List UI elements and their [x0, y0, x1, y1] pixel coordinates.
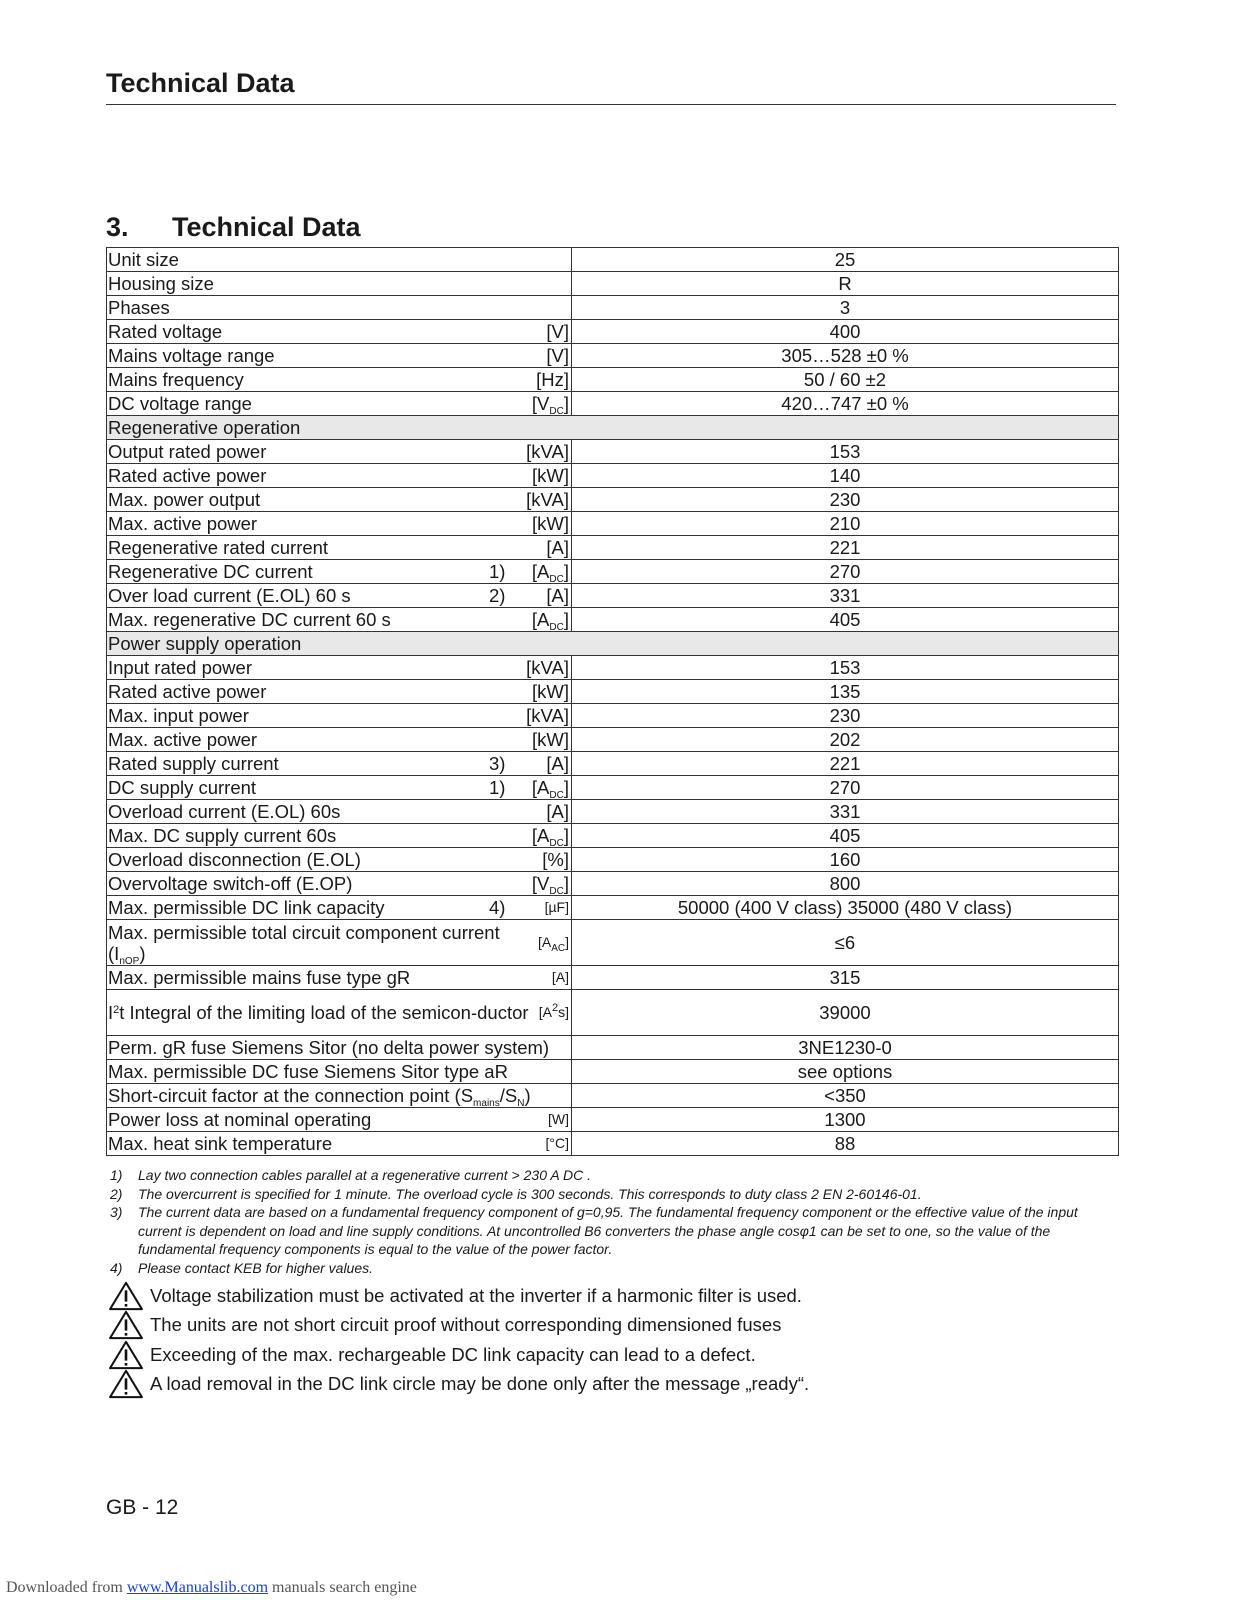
- row-label: Max. active power: [108, 729, 258, 750]
- row-value: 210: [572, 512, 1119, 536]
- row-unit: [V]: [546, 321, 569, 342]
- table-row: [107, 392, 1119, 416]
- row-value: 39000: [572, 990, 1119, 1036]
- warning-triangle-icon: [106, 1369, 146, 1399]
- row-value: 400: [572, 320, 1119, 344]
- table-row: [107, 368, 1119, 392]
- row-unit: [µF]: [544, 899, 569, 915]
- row-value: 25: [572, 248, 1119, 272]
- row-label: Regenerative rated current: [108, 537, 329, 558]
- table-row: [107, 536, 1119, 560]
- footnote-ref: 3): [489, 753, 506, 774]
- row-label: Housing size: [108, 273, 214, 294]
- section-number: 3.: [106, 212, 129, 242]
- warning-triangle-icon: [106, 1310, 146, 1340]
- row-label: Max. permissible total circuit component current $(I_{nOP})$: [108, 921, 500, 964]
- table-row: [107, 488, 1119, 512]
- warning-item: [106, 1370, 1116, 1400]
- page-number: GB - 12: [106, 1496, 179, 1519]
- row-label: Rated supply current: [108, 753, 279, 774]
- row-unit: $[A_{DC}]$: [531, 825, 569, 848]
- warning-text: A load removal in the DC link circle may be done only after the message „ready“.: [150, 1373, 810, 1395]
- row-unit: $[A_{AC}]$: [537, 934, 569, 954]
- row-label: Max. permissible mains fuse type gR: [108, 967, 411, 988]
- row-label: Unit size: [108, 249, 179, 270]
- warning-item: [106, 1340, 1116, 1370]
- row-unit: [kVA]: [526, 489, 569, 510]
- table-row: [107, 896, 1119, 920]
- row-label: Over load current (E.OL) 60 s: [108, 585, 351, 606]
- table-row: [107, 272, 1119, 296]
- row-value: 3NE1230-0: [572, 1036, 1119, 1060]
- row-label: Max. regenerative DC current 60 s: [108, 609, 391, 630]
- footnote-ref: 1): [489, 561, 506, 582]
- row-label: Rated active power: [108, 465, 267, 486]
- row-value: 230: [572, 488, 1119, 512]
- row-label: Input rated power: [108, 657, 252, 678]
- row-label: Rated active power: [108, 681, 267, 702]
- table-row: [107, 800, 1119, 824]
- row-value: 153: [572, 440, 1119, 464]
- row-label: Max. heat sink temperature: [108, 1133, 333, 1154]
- table-row: [107, 1036, 1119, 1060]
- warning-list: [106, 1281, 1116, 1399]
- row-unit: $[A_{DC}]$: [531, 777, 569, 800]
- row-label: Overload current (E.OL) 60s: [108, 801, 341, 822]
- row-value: 405: [572, 608, 1119, 632]
- row-unit: [kW]: [532, 729, 569, 750]
- row-value: 1300: [572, 1108, 1119, 1132]
- warning-text: The units are not short circuit proof without corresponding dimensioned fuses: [150, 1314, 782, 1336]
- row-unit: [kW]: [532, 513, 569, 534]
- section-row-label: Power supply operation: [107, 632, 1119, 656]
- table-row: [107, 776, 1119, 800]
- row-value: 153: [572, 656, 1119, 680]
- row-value: 202: [572, 728, 1119, 752]
- row-unit: $[V_{DC}]$: [531, 393, 569, 416]
- section-row-label: Regenerative operation: [107, 416, 1119, 440]
- row-label: Power loss at nominal operating: [108, 1109, 372, 1130]
- running-header: [106, 68, 1116, 105]
- table-row: [107, 584, 1119, 608]
- warning-item: [106, 1311, 1116, 1341]
- row-label: DC voltage range: [108, 393, 252, 414]
- section-heading: [106, 212, 361, 243]
- table-row: [107, 512, 1119, 536]
- technical-data-table: [106, 247, 1119, 1156]
- warning-triangle-icon: [106, 1281, 146, 1311]
- table-row: [107, 1084, 1119, 1108]
- row-label: Mains voltage range: [108, 345, 275, 366]
- row-value: 88: [572, 1132, 1119, 1156]
- table-row: [107, 1132, 1119, 1156]
- footnote: 1) Lay two connection cables parallel at a regenerative current > 230 A DC .: [110, 1167, 592, 1183]
- table-row: [107, 680, 1119, 704]
- row-value: 331: [572, 800, 1119, 824]
- table-row: [107, 824, 1119, 848]
- footnote: 4) Please contact KEB for higher values.: [110, 1259, 374, 1276]
- table-row: [107, 344, 1119, 368]
- row-value: 3: [572, 296, 1119, 320]
- row-label: Max. permissible DC fuse Siemens Sitor type aR: [108, 1061, 508, 1082]
- warning-triangle-icon: [106, 1340, 146, 1370]
- row-unit: [%]: [542, 849, 569, 870]
- manualslib-link[interactable]: www.Manualslib.com: [126, 1579, 269, 1596]
- table-row: [107, 752, 1119, 776]
- footnote-ref: 4): [489, 897, 506, 918]
- row-unit: [kVA]: [526, 657, 569, 678]
- table-row: [107, 296, 1119, 320]
- table-row: [107, 464, 1119, 488]
- footnote-ref: 2): [489, 585, 506, 606]
- row-unit: [kW]: [532, 681, 569, 702]
- footnotes: [110, 1166, 1120, 1277]
- row-value: 50000 (400 V class) 35000 (480 V class): [572, 896, 1119, 920]
- table-row: [107, 560, 1119, 584]
- warning-text: Exceeding of the max. rechargeable DC link capacity can lead to a defect.: [150, 1343, 756, 1365]
- row-value: 140: [572, 464, 1119, 488]
- row-unit: $[A_{DC}]$: [531, 561, 569, 584]
- row-unit: $[A^2s]$: [538, 1002, 569, 1020]
- row-value: 270: [572, 776, 1119, 800]
- row-unit: [A]: [546, 753, 569, 774]
- row-label: Regenerative DC current: [108, 561, 313, 582]
- row-value: 420…747 ±0 %: [572, 392, 1119, 416]
- row-unit: [V]: [546, 345, 569, 366]
- row-unit: $[V_{DC}]$: [531, 873, 569, 896]
- row-value: 135: [572, 680, 1119, 704]
- table-row: [107, 704, 1119, 728]
- row-value: <350: [572, 1084, 1119, 1108]
- row-unit: [kVA]: [526, 441, 569, 462]
- row-value: ≤6: [572, 920, 1119, 966]
- warning-text: Voltage stabilization must be activated at the inverter if a harmonic filter is used.: [150, 1284, 802, 1306]
- table-row: [107, 848, 1119, 872]
- row-value: 270: [572, 560, 1119, 584]
- table-row: [107, 248, 1119, 272]
- table-row: [107, 728, 1119, 752]
- footnote: 2) The overcurrent is specified for 1 minute. The overload cycle is 300 seconds. This corresponds to duty class 2 EN 2-60146-01.: [110, 1185, 922, 1202]
- table-row: [107, 872, 1119, 896]
- row-label: Max. permissible DC link capacity: [108, 897, 385, 918]
- row-unit: [Hz]: [536, 369, 569, 390]
- section-row-regenerative: [107, 416, 1119, 440]
- row-label: Short-circuit factor at the connection point $(S_{mains}/S_N)$: [108, 1085, 531, 1107]
- row-value: 230: [572, 704, 1119, 728]
- row-label: Max. DC supply current 60s: [108, 825, 337, 846]
- row-label: Overload disconnection (E.OL): [108, 849, 361, 870]
- row-value: 331: [572, 584, 1119, 608]
- section-row-power-supply: [107, 632, 1119, 656]
- row-value: 800: [572, 872, 1119, 896]
- table-row: [107, 1060, 1119, 1084]
- table-row: [107, 656, 1119, 680]
- table-row: [107, 440, 1119, 464]
- row-value: 50 / 60 ±2: [572, 368, 1119, 392]
- row-unit: [kVA]: [526, 705, 569, 726]
- row-unit: [°C]: [545, 1135, 569, 1151]
- table-row: [107, 920, 1119, 966]
- row-label: $I^2t$ Integral of the limiting load of the semicon-ductor: [108, 1002, 529, 1023]
- row-unit: [kW]: [532, 465, 569, 486]
- footnote: 3) The current data are based on a fundamental frequency component of g=0,95. The fundamental frequency component or the effective value of the input current is dependent on load and line supply conditions. At uncontrolled B6 converters the phase angle cosφ1 can be set to one, so the value of the fundamental frequency components is equal to the value of the power factor.: [110, 1204, 1078, 1257]
- row-label: Max. active power: [108, 513, 258, 534]
- warning-item: [106, 1281, 1116, 1311]
- row-value: 160: [572, 848, 1119, 872]
- section-title: Technical Data: [172, 212, 361, 242]
- row-value: 305…528 ±0 %: [572, 344, 1119, 368]
- row-label: Max. power output: [108, 489, 261, 510]
- row-unit: [A]: [546, 537, 569, 558]
- row-unit: $[A_{DC}]$: [531, 609, 569, 632]
- table-row: [107, 966, 1119, 990]
- running-header-title: Technical Data: [106, 68, 295, 98]
- table-row: [107, 608, 1119, 632]
- row-label: Output rated power: [108, 441, 267, 462]
- row-unit: [A]: [551, 969, 569, 985]
- row-value: see options: [572, 1060, 1119, 1084]
- row-value: R: [572, 272, 1119, 296]
- row-label: Perm. gR fuse Siemens Sitor (no delta power system): [108, 1037, 550, 1058]
- row-value: 405: [572, 824, 1119, 848]
- row-label: Mains frequency: [108, 369, 244, 390]
- row-value: 221: [572, 752, 1119, 776]
- row-label: Phases: [108, 297, 170, 318]
- download-notice: Downloaded from www.Manualslib.com manuals search engine: [6, 1579, 417, 1596]
- table-row: [107, 990, 1119, 1036]
- footnote-ref: 1): [489, 777, 506, 798]
- table-row: [107, 320, 1119, 344]
- row-label: Overvoltage switch-off (E.OP): [108, 873, 353, 894]
- row-label: Rated voltage: [108, 321, 223, 342]
- row-unit: [A]: [546, 801, 569, 822]
- row-unit: [W]: [548, 1111, 569, 1127]
- table-row: [107, 1108, 1119, 1132]
- row-label: Max. input power: [108, 705, 249, 726]
- row-label: DC supply current: [108, 777, 257, 798]
- row-value: 315: [572, 966, 1119, 990]
- row-unit: [A]: [546, 585, 569, 606]
- row-value: 221: [572, 536, 1119, 560]
